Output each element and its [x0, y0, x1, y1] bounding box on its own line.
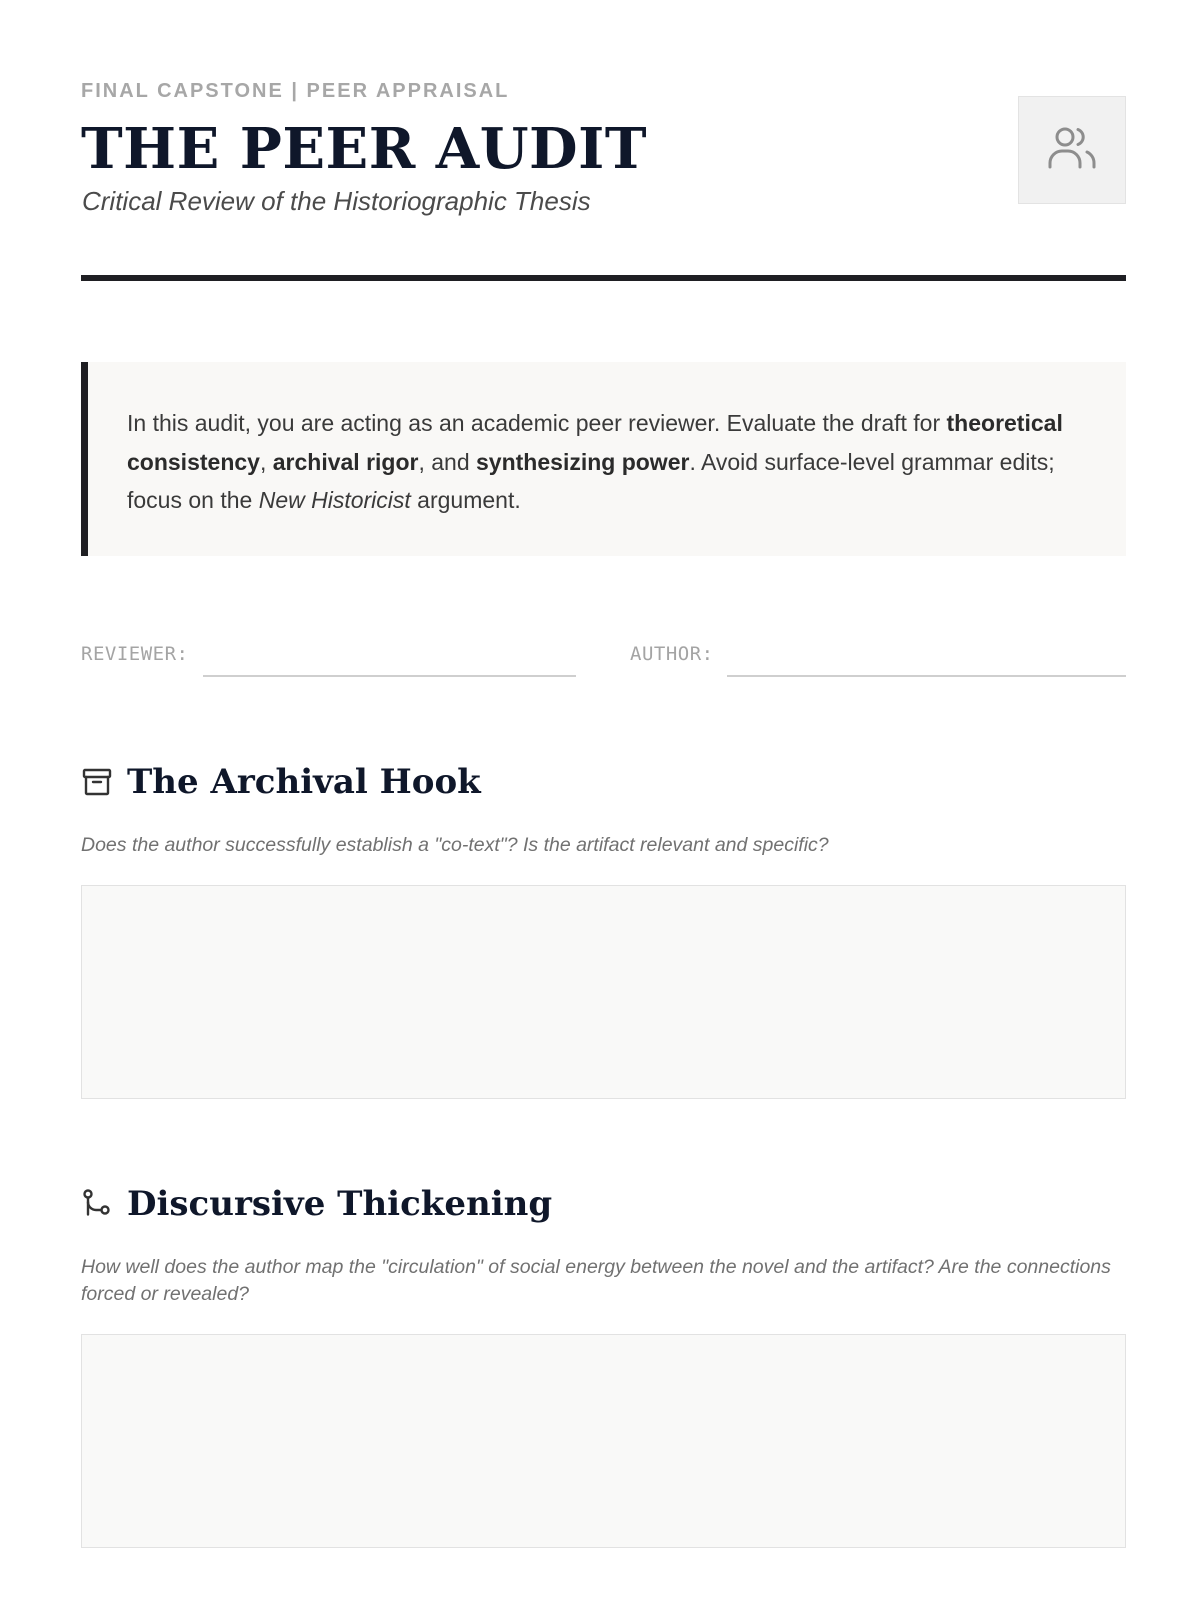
- section-prompt: Does the author successfully establish a "co-text"? Is the artifact relevant and specific?: [81, 834, 829, 856]
- intro-text: . Avoid surface-level grammar edits; focus on the: [127, 448, 1055, 513]
- author-label: AUTHOR:: [630, 643, 714, 665]
- meta-fields: [81, 640, 1126, 680]
- intro-text: argument.: [410, 487, 521, 513]
- archive-box-icon: [81, 766, 113, 798]
- section-prompt: How well does the author map the "circulation" of social energy between the novel and the artifact? Are the connections forced or revealed?: [81, 1256, 1111, 1305]
- section-title: Discursive Thickening: [127, 1184, 553, 1224]
- author-field[interactable]: [727, 675, 1126, 677]
- discursive-thickening-response[interactable]: [81, 1334, 1126, 1548]
- section-header: [81, 762, 1126, 802]
- intro-text: In this audit, you are acting as an academic peer reviewer. Evaluate the draft for: [127, 410, 947, 436]
- section-archival-hook: [81, 762, 1126, 859]
- intro-emphasis: theoretical consistency: [127, 410, 1063, 475]
- page-subtitle: Critical Review of the Historiographic Thesis: [82, 186, 591, 216]
- header-badge: [1018, 96, 1126, 204]
- intro-text: , and: [418, 448, 477, 475]
- header-divider: [81, 275, 1126, 281]
- peer-audit-worksheet: [81, 0, 1126, 1600]
- page-title: THE PEER AUDIT: [81, 116, 647, 182]
- section-title: The Archival Hook: [127, 762, 481, 802]
- kicker-label: FINAL CAPSTONE | PEER APPRAISAL: [81, 80, 510, 102]
- header: [81, 0, 1126, 285]
- section-discursive-thickening: [81, 1184, 1126, 1308]
- users-icon: [1046, 122, 1098, 179]
- intro-emphasis: synthesizing power: [476, 448, 690, 475]
- branch-icon: [81, 1188, 113, 1220]
- section-header: [81, 1184, 1126, 1224]
- instructions-callout: [81, 362, 1126, 556]
- reviewer-label: REVIEWER:: [81, 643, 189, 665]
- intro-text: ,: [259, 448, 273, 475]
- reviewer-field[interactable]: [203, 675, 576, 677]
- intro-italic: New Historicist: [258, 487, 411, 513]
- archival-hook-response[interactable]: [81, 885, 1126, 1099]
- intro-emphasis: archival rigor: [272, 448, 419, 475]
